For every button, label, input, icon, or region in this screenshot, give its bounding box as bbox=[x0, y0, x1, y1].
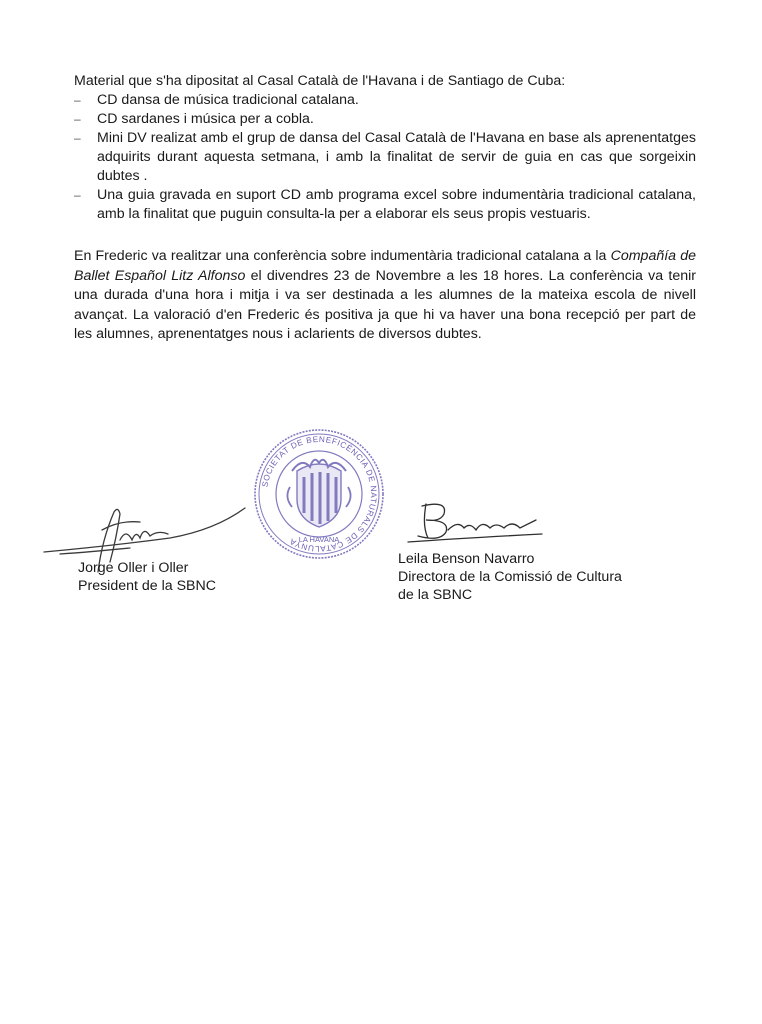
bullet-dash: – bbox=[74, 188, 81, 202]
list-item bbox=[74, 129, 696, 186]
bullet-dash: – bbox=[74, 93, 81, 107]
signer-role-line1: Directora de la Comissió de Cultura bbox=[398, 569, 622, 585]
seal-ring-textpath: SOCIETAT DE BENEFICÈNCIA DE NATURALS DE CATALUNYA bbox=[260, 434, 379, 554]
official-seal-stamp bbox=[252, 427, 386, 561]
list-item bbox=[74, 91, 696, 110]
director-signature bbox=[404, 498, 554, 548]
signer-role-line2: de la SBNC bbox=[398, 587, 473, 603]
bullet-dash: – bbox=[74, 112, 81, 126]
bullet-dash: – bbox=[74, 131, 81, 145]
materials-intro: Material que s'ha dipositat al Casal Català de l'Havana i de Santiago de Cuba: bbox=[74, 73, 566, 89]
signer-role: President de la SBNC bbox=[78, 578, 217, 594]
list-item-text: CD sardanes i música per a cobla. bbox=[97, 111, 314, 127]
signer-name: Leila Benson Navarro bbox=[398, 551, 535, 567]
signer-name: Jorge Oller i Oller bbox=[78, 560, 189, 576]
materials-list bbox=[74, 91, 696, 224]
list-item-text: CD dansa de música tradicional catalana. bbox=[97, 92, 359, 108]
conference-text-after: el divendres 23 de Novembre a les 18 hores. La conferència va tenir una durada d'una hora i mitja i va ser destinada a les alumnes de la mateixa escola de nivell avançat. La valoració d'en Frederic és positiva ja que hi va haver una bona recepció per part de les alumnes, aprenentatges nous i aclarients de diversos dubtes. bbox=[74, 267, 696, 342]
list-item bbox=[74, 186, 696, 224]
list-item bbox=[74, 110, 696, 129]
list-item-text: Mini DV realizat amb el grup de dansa del Casal Català de l'Havana en base als aprenentatges adquirits durant aquesta setmana, i amb la finalitat de servir de guia en cas que sorgeixin dubtes . bbox=[97, 130, 696, 184]
signer-block-director bbox=[398, 550, 622, 604]
conference-paragraph bbox=[74, 247, 696, 345]
signer-block-president bbox=[78, 559, 216, 595]
list-item-text: Una guia gravada en suport CD amb programa excel sobre indumentària tradicional catalana, amb la finalitat que puguin consulta-la per a elaborar els seus propis vestuaris. bbox=[97, 187, 696, 222]
company-name: Compañía de Ballet Español Litz Alfonso bbox=[74, 248, 696, 284]
conference-text-before: En Frederic va realitzar una conferència sobre indumentària tradicional catalana a la bbox=[74, 248, 611, 264]
seal-city-text: LA HAVANA bbox=[298, 535, 340, 544]
